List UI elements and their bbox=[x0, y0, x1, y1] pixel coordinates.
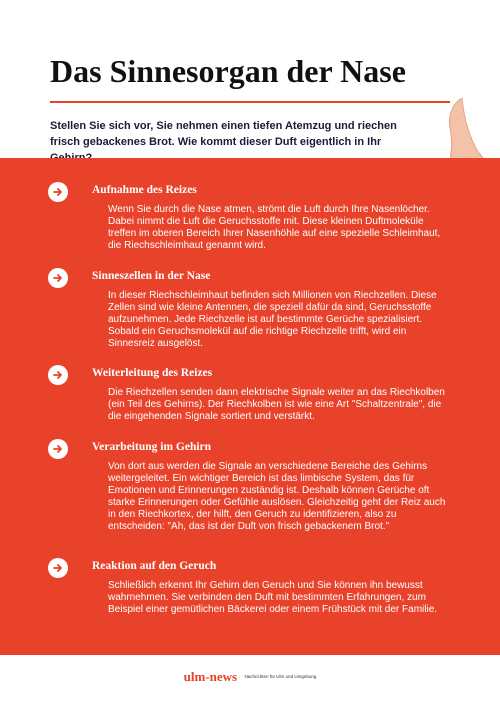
arrow-right-icon bbox=[48, 558, 68, 578]
step-text: Von dort aus werden die Signale an verschiedene Bereiche des Gehirns weitergeleitet. Ein wichtiger Bereich ist das limbische System, das für Emotionen und Erinnerungen zuständig ist. Deshalb können Gerüche oft starke Erinnerungen oder Gefühle auslösen. Gleichzeitig geht der Reiz auch in den Riechkortex, der hilft, den Geruch zu identifizieren, also zu entscheiden: "Ah, das ist der Duft von frisch gebackenem Brot." bbox=[108, 461, 446, 532]
step-title: Aufnahme des Reizes bbox=[92, 184, 197, 196]
arrow-right-icon bbox=[48, 365, 68, 385]
intro-text: Stellen Sie sich vor, Sie nehmen einen tiefen Atemzug und riechen frisch gebackenes Brot. Wie kommt dieser Duft eigentlich in Ihr bbox=[50, 120, 397, 148]
step-title: Reaktion auf den Geruch bbox=[92, 560, 217, 572]
page-title: Das Sinnesorgan der Nase bbox=[50, 53, 406, 89]
step-text: Schließlich erkennt Ihr Gehirn den Geruch und Sie können ihn bewusst wahrnehmen. Sie verbinden den Duft mit bestimmten Erfahrungen, zum Beispiel einer gemütlichen Bäckerei oder einem Frühstück mit der Familie. bbox=[108, 580, 438, 615]
step-title: Verarbeitung im Gehirn bbox=[92, 441, 212, 453]
step-text: In dieser Riechschleimhaut befinden sich Millionen von Riechzellen. Diese Zellen sind wie kleine Antennen, die speziell dafür da sind, Geruchsstoffe aufzunehmen. Jede Riechzelle ist auf bestimmte Gerüche spezialisiert. Sobald ein Geruchsmolekül auf die richtige Riechzelle trifft, wird ein Sinnesreiz ausgelöst. bbox=[108, 290, 437, 349]
brand-tagline: Nachrichten für Ulm und Umgebung bbox=[244, 674, 317, 680]
brand-logo: ulm-news bbox=[183, 668, 238, 684]
step-title: Weiterleitung des Reizes bbox=[92, 367, 213, 379]
arrow-right-icon bbox=[48, 268, 68, 288]
title-divider bbox=[50, 101, 450, 103]
arrow-right-icon bbox=[48, 439, 68, 459]
step-text: Wenn Sie durch die Nase atmen, strömt die Luft durch Ihre Nasenlöcher. Dabei nimmt die Luft die Geruchsstoffe mit. Diese kleinen Duftmoleküle treffen im oberen Bereich Ihrer Nasenhöhle auf eine spezielle Schleimhaut, die Riechschleimhaut genannt wird. bbox=[108, 204, 441, 251]
footer bbox=[0, 668, 500, 686]
step-text: Die Riechzellen senden dann elektrische Signale weiter an das Riechkolben (ein Teil des Gehirns). Der Riechkolben ist wie eine Art "Schaltzentrale", die die eingehenden Signale sortiert und verstärkt. bbox=[108, 387, 445, 422]
arrow-right-icon bbox=[48, 182, 68, 202]
steps-panel bbox=[0, 158, 500, 655]
step-title: Sinneszellen in der Nase bbox=[92, 270, 211, 282]
